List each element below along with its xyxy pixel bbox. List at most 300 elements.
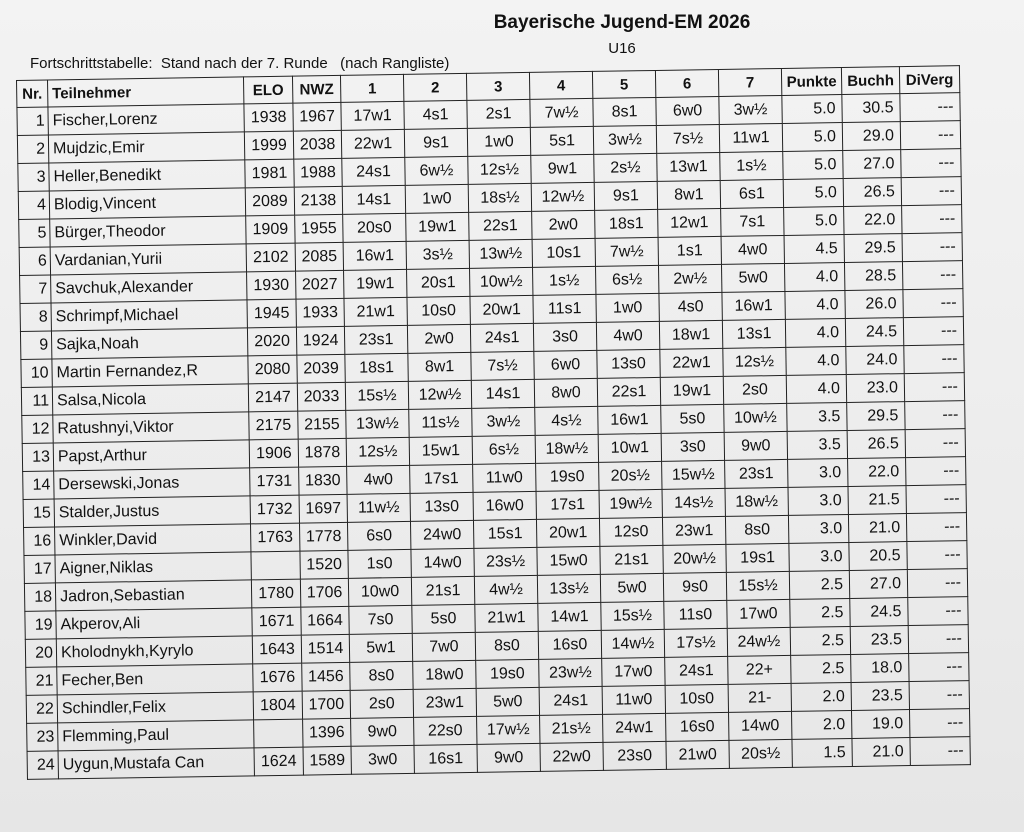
elo-cell [254, 719, 303, 748]
round-5-result-cell: 3w½ [593, 125, 656, 154]
round-1-result-cell: 13w½ [346, 409, 409, 438]
points-cell: 2.5 [790, 626, 850, 655]
round-1-result-cell: 22w1 [341, 129, 404, 158]
table-body [17, 93, 970, 780]
round-7-result-cell: 20s½ [729, 739, 792, 768]
round-2-result-cell: 2w0 [407, 324, 470, 353]
rank-cell: 10 [21, 359, 52, 387]
col-header-round-1: 1 [340, 74, 403, 102]
round-1-result-cell: 4w0 [347, 465, 410, 494]
buchholz-cell: 23.5 [850, 626, 908, 655]
participant-name-cell: Bürger,Theodor [50, 216, 246, 247]
diverg-cell: --- [902, 233, 962, 262]
diverg-cell: --- [903, 289, 963, 318]
rank-cell: 7 [20, 275, 51, 303]
round-3-result-cell: 12s½ [468, 155, 531, 184]
nwz-cell: 1514 [301, 634, 349, 663]
round-6-result-cell: 21w0 [666, 740, 729, 769]
elo-cell: 1671 [252, 607, 301, 636]
diverg-cell: --- [909, 681, 969, 710]
round-3-result-cell: 3w½ [472, 407, 535, 436]
round-3-result-cell: 10w½ [470, 267, 533, 296]
buchholz-cell: 26.0 [845, 290, 903, 319]
rank-cell: 12 [22, 415, 53, 443]
round-5-result-cell: 23s0 [603, 741, 666, 770]
round-6-result-cell: 10s0 [665, 684, 728, 713]
diverg-cell: --- [909, 709, 969, 738]
elo-cell: 1780 [251, 579, 300, 608]
progress-table-wrapper [16, 65, 962, 780]
points-cell: 4.5 [784, 235, 844, 264]
round-2-result-cell: 4s1 [404, 100, 467, 129]
elo-cell: 2102 [246, 243, 295, 272]
round-7-result-cell: 13s1 [722, 319, 785, 348]
round-2-result-cell: 20s1 [407, 268, 470, 297]
round-6-result-cell: 2w½ [658, 264, 721, 293]
nwz-cell: 2027 [296, 270, 344, 299]
diverg-cell: --- [906, 485, 966, 514]
elo-cell: 2089 [245, 187, 294, 216]
round-1-result-cell: 16w1 [343, 241, 406, 270]
rank-cell: 16 [24, 527, 55, 555]
round-4-result-cell: 23w½ [539, 658, 602, 687]
elo-cell: 1731 [250, 467, 299, 496]
nwz-cell: 2038 [293, 130, 341, 159]
round-4-result-cell: 22w0 [540, 742, 603, 771]
elo-cell: 2147 [248, 383, 297, 412]
round-6-result-cell: 6w0 [656, 96, 719, 125]
buchholz-cell: 21.0 [848, 514, 906, 543]
nwz-cell: 2039 [297, 354, 345, 383]
round-2-result-cell: 1w0 [405, 184, 468, 213]
elo-cell: 1999 [244, 131, 293, 160]
round-7-result-cell: 19s1 [726, 543, 789, 572]
participant-name-cell: Stalder,Justus [54, 496, 250, 527]
round-2-result-cell: 3s½ [406, 240, 469, 269]
nwz-cell: 1700 [302, 690, 350, 719]
elo-cell: 1909 [246, 215, 295, 244]
elo-cell: 1804 [253, 691, 302, 720]
round-5-result-cell: 10w1 [598, 433, 661, 462]
diverg-cell: --- [904, 345, 964, 374]
round-4-result-cell: 18w½ [535, 434, 598, 463]
elo-cell: 2020 [247, 327, 296, 356]
round-5-result-cell: 1w0 [596, 293, 659, 322]
diverg-cell: --- [902, 205, 962, 234]
round-5-result-cell: 22s1 [597, 377, 660, 406]
round-4-result-cell: 5s1 [530, 126, 593, 155]
round-1-result-cell: 21w1 [344, 297, 407, 326]
round-2-result-cell: 17s1 [410, 464, 473, 493]
round-1-result-cell: 23s1 [344, 325, 407, 354]
round-1-result-cell: 12s½ [346, 437, 409, 466]
round-4-result-cell: 8w0 [534, 378, 597, 407]
round-5-result-cell: 5w0 [600, 573, 663, 602]
buchholz-cell: 23.5 [851, 682, 909, 711]
round-2-result-cell: 24w0 [410, 520, 473, 549]
diverg-cell: --- [900, 121, 960, 150]
points-cell: 5.0 [782, 123, 842, 152]
round-2-result-cell: 12w½ [408, 380, 471, 409]
diverg-cell: --- [905, 401, 965, 430]
buchholz-cell: 29.0 [842, 122, 900, 151]
round-7-result-cell: 22+ [728, 655, 791, 684]
points-cell: 3.0 [788, 514, 848, 543]
round-7-result-cell: 17w0 [727, 599, 790, 628]
round-4-result-cell: 21s½ [540, 714, 603, 743]
round-5-result-cell: 17w0 [602, 657, 665, 686]
points-cell: 3.0 [789, 542, 849, 571]
round-2-result-cell: 15w1 [409, 436, 472, 465]
round-4-result-cell: 16s0 [538, 630, 601, 659]
nwz-cell: 1924 [296, 326, 344, 355]
round-4-result-cell: 19s0 [536, 462, 599, 491]
round-6-result-cell: 1s1 [658, 236, 721, 265]
round-2-result-cell: 10s0 [407, 296, 470, 325]
round-6-result-cell: 3s0 [661, 432, 724, 461]
rank-cell: 23 [27, 723, 58, 751]
rank-cell: 6 [19, 247, 50, 275]
round-2-result-cell: 13s0 [410, 492, 473, 521]
points-cell: 1.5 [792, 738, 852, 767]
round-7-result-cell: 21- [728, 683, 791, 712]
rank-cell: 15 [23, 499, 54, 527]
rank-cell: 22 [26, 695, 57, 723]
progress-table [16, 65, 971, 780]
round-1-result-cell: 17w1 [341, 101, 404, 130]
round-6-result-cell: 5s0 [661, 404, 724, 433]
col-header-buchholz: Buchh [841, 67, 899, 95]
nwz-cell: 1456 [302, 662, 350, 691]
round-5-result-cell: 20s½ [599, 461, 662, 490]
table-caption: Fortschrittstabelle: Stand nach der 7. Runde (nach Rangliste) [30, 55, 450, 72]
nwz-cell: 1933 [296, 298, 344, 327]
round-4-result-cell: 9w1 [531, 154, 594, 183]
round-4-result-cell: 11s1 [533, 294, 596, 323]
round-4-result-cell: 17s1 [536, 490, 599, 519]
nwz-cell: 1664 [301, 606, 349, 635]
rank-cell: 17 [24, 555, 55, 583]
col-header-round-3: 3 [466, 72, 529, 100]
col-header-elo: ELO [243, 76, 292, 104]
diverg-cell: --- [910, 737, 970, 766]
round-2-result-cell: 6w½ [405, 156, 468, 185]
nwz-cell: 1967 [293, 102, 341, 131]
elo-cell: 1945 [247, 299, 296, 328]
rank-cell: 13 [22, 443, 53, 471]
round-5-result-cell: 7w½ [595, 237, 658, 266]
diverg-cell: --- [900, 93, 960, 122]
nwz-cell: 2033 [297, 382, 345, 411]
diverg-cell: --- [905, 429, 965, 458]
round-5-result-cell: 13s0 [597, 349, 660, 378]
participant-name-cell: Vardanian,Yurii [50, 244, 246, 275]
round-5-result-cell: 11w0 [602, 685, 665, 714]
round-4-result-cell: 4s½ [535, 406, 598, 435]
rank-cell: 20 [25, 639, 56, 667]
elo-cell: 1624 [254, 747, 303, 776]
round-6-result-cell: 18w1 [659, 320, 722, 349]
buchholz-cell: 22.0 [844, 206, 902, 235]
round-7-result-cell: 1s½ [720, 151, 783, 180]
round-3-result-cell: 22s1 [469, 211, 532, 240]
round-4-result-cell: 6w0 [534, 350, 597, 379]
rank-cell: 2 [17, 135, 48, 163]
round-5-result-cell: 4w0 [596, 321, 659, 350]
round-3-result-cell: 5w0 [476, 687, 539, 716]
elo-cell [251, 551, 300, 580]
rank-cell: 14 [23, 471, 54, 499]
round-7-result-cell: 16w1 [722, 291, 785, 320]
participant-name-cell: Martin Fernandez,R [52, 356, 248, 387]
rank-cell: 18 [24, 583, 55, 611]
nwz-cell: 1520 [300, 550, 348, 579]
col-header-round-6: 6 [655, 69, 718, 97]
round-5-result-cell: 12s0 [599, 517, 662, 546]
round-7-result-cell: 6s1 [720, 179, 783, 208]
nwz-cell: 1396 [303, 718, 351, 747]
buchholz-cell: 20.5 [849, 542, 907, 571]
round-7-result-cell: 14w0 [729, 711, 792, 740]
round-3-result-cell: 13w½ [469, 239, 532, 268]
round-7-result-cell: 8s0 [725, 515, 788, 544]
round-2-result-cell: 14w0 [411, 548, 474, 577]
round-4-result-cell: 15w0 [537, 546, 600, 575]
points-cell: 4.0 [786, 374, 846, 403]
buchholz-cell: 24.5 [850, 598, 908, 627]
points-cell: 3.0 [788, 458, 848, 487]
round-3-result-cell: 23s½ [474, 547, 537, 576]
buchholz-cell: 26.5 [847, 430, 905, 459]
points-cell: 4.0 [785, 319, 845, 348]
rank-cell: 3 [18, 163, 49, 191]
round-4-result-cell: 14w1 [538, 602, 601, 631]
diverg-cell: --- [906, 513, 966, 542]
nwz-cell: 1955 [295, 214, 343, 243]
round-2-result-cell: 9s1 [404, 128, 467, 157]
diverg-cell: --- [909, 653, 969, 682]
nwz-cell: 1778 [299, 522, 347, 551]
buchholz-cell: 27.0 [843, 150, 901, 179]
points-cell: 5.0 [782, 95, 842, 124]
participant-name-cell: Savchuk,Alexander [51, 272, 247, 303]
round-2-result-cell: 5s0 [412, 604, 475, 633]
points-cell: 2.5 [790, 598, 850, 627]
elo-cell: 1906 [249, 439, 298, 468]
round-1-result-cell: 8s0 [350, 661, 413, 690]
round-1-result-cell: 5w1 [349, 633, 412, 662]
round-3-result-cell: 9w0 [477, 743, 540, 772]
rank-cell: 1 [17, 107, 48, 135]
buchholz-cell: 30.5 [842, 94, 900, 123]
round-6-result-cell: 14s½ [662, 488, 725, 517]
round-5-result-cell: 2s½ [594, 153, 657, 182]
round-5-result-cell: 9s1 [594, 181, 657, 210]
participant-name-cell: Uygun,Mustafa Can [58, 748, 254, 779]
round-7-result-cell: 15s½ [726, 571, 789, 600]
elo-cell: 2080 [248, 355, 297, 384]
buchholz-cell: 19.0 [852, 710, 910, 739]
participant-name-cell: Fischer,Lorenz [48, 104, 244, 135]
nwz-cell: 2138 [294, 186, 342, 215]
points-cell: 5.0 [783, 179, 843, 208]
participant-name-cell: Winkler,David [55, 524, 251, 555]
round-6-result-cell: 8w1 [657, 180, 720, 209]
round-3-result-cell: 7s½ [471, 351, 534, 380]
points-cell: 4.0 [786, 346, 846, 375]
round-5-result-cell: 21s1 [600, 545, 663, 574]
buchholz-cell: 29.5 [847, 402, 905, 431]
rank-cell: 11 [21, 387, 52, 415]
participant-name-cell: Papst,Arthur [53, 440, 249, 471]
round-2-result-cell: 21s1 [411, 576, 474, 605]
col-header-round-5: 5 [592, 70, 655, 98]
age-group-subtitle: U16 [608, 40, 636, 57]
elo-cell: 1732 [250, 495, 299, 524]
diverg-cell: --- [904, 373, 964, 402]
round-5-result-cell: 24w1 [603, 713, 666, 742]
round-3-result-cell: 4w½ [474, 575, 537, 604]
col-header-participant: Teilnehmer [48, 77, 244, 107]
rank-cell: 19 [25, 611, 56, 639]
round-6-result-cell: 17s½ [664, 628, 727, 657]
points-cell: 4.0 [785, 291, 845, 320]
round-7-result-cell: 23s1 [725, 459, 788, 488]
points-cell: 3.0 [788, 486, 848, 515]
round-6-result-cell: 9s0 [663, 572, 726, 601]
nwz-cell: 1830 [299, 466, 347, 495]
participant-name-cell: Flemming,Paul [58, 720, 254, 751]
buchholz-cell: 21.5 [848, 486, 906, 515]
participant-name-cell: Schindler,Felix [57, 692, 253, 723]
round-6-result-cell: 11s0 [664, 600, 727, 629]
points-cell: 3.5 [787, 430, 847, 459]
elo-cell: 1676 [253, 663, 302, 692]
buchholz-cell: 29.5 [844, 234, 902, 263]
round-1-result-cell: 6s0 [347, 521, 410, 550]
round-7-result-cell: 10w½ [724, 403, 787, 432]
buchholz-cell: 23.0 [846, 374, 904, 403]
round-3-result-cell: 6s½ [472, 435, 535, 464]
round-6-result-cell: 4s0 [659, 292, 722, 321]
points-cell: 2.5 [789, 570, 849, 599]
round-7-result-cell: 2s0 [723, 375, 786, 404]
nwz-cell: 2155 [298, 410, 346, 439]
participant-name-cell: Salsa,Nicola [52, 384, 248, 415]
diverg-cell: --- [902, 261, 962, 290]
participant-name-cell: Kholodnykh,Kyrylo [56, 636, 252, 667]
round-3-result-cell: 14s1 [471, 379, 534, 408]
round-1-result-cell: 2s0 [350, 689, 413, 718]
nwz-cell: 2085 [295, 242, 343, 271]
participant-name-cell: Mujdzic,Emir [48, 132, 244, 163]
document-title: Bayerische Jugend-EM 2026 [493, 12, 751, 33]
round-7-result-cell: 5w0 [721, 263, 784, 292]
elo-cell: 1930 [247, 271, 296, 300]
diverg-cell: --- [901, 149, 961, 178]
rank-cell: 9 [20, 331, 51, 359]
points-cell: 2.0 [791, 682, 851, 711]
round-2-result-cell: 7w0 [412, 632, 475, 661]
col-header-nwz: NWZ [292, 75, 340, 103]
participant-name-cell: Fecher,Ben [57, 664, 253, 695]
round-1-result-cell: 10w0 [348, 577, 411, 606]
buchholz-cell: 24.0 [846, 346, 904, 375]
diverg-cell: --- [907, 569, 967, 598]
col-header-round-4: 4 [529, 71, 592, 99]
diverg-cell: --- [903, 317, 963, 346]
round-6-result-cell: 24s1 [665, 656, 728, 685]
round-5-result-cell: 19w½ [599, 489, 662, 518]
diverg-cell: --- [908, 597, 968, 626]
round-2-result-cell: 23w1 [413, 688, 476, 717]
round-5-result-cell: 8s1 [593, 97, 656, 126]
participant-name-cell: Heller,Benedikt [49, 160, 245, 191]
round-1-result-cell: 14s1 [342, 185, 405, 214]
round-7-result-cell: 7s1 [721, 207, 784, 236]
round-3-result-cell: 2s1 [467, 99, 530, 128]
col-header-round-2: 2 [403, 73, 466, 101]
points-cell: 5.0 [783, 151, 843, 180]
round-5-result-cell: 15s½ [601, 601, 664, 630]
col-header-round-7: 7 [718, 68, 781, 96]
elo-cell: 1763 [251, 523, 300, 552]
points-cell: 5.0 [784, 207, 844, 236]
round-1-result-cell: 11w½ [347, 493, 410, 522]
participant-name-cell: Blodig,Vincent [49, 188, 245, 219]
elo-cell: 2175 [249, 411, 298, 440]
round-6-result-cell: 20w½ [663, 544, 726, 573]
round-3-result-cell: 8s0 [475, 631, 538, 660]
round-3-result-cell: 19s0 [476, 659, 539, 688]
participant-name-cell: Sajka,Noah [51, 328, 247, 359]
round-3-result-cell: 21w1 [475, 603, 538, 632]
buchholz-cell: 28.5 [844, 262, 902, 291]
round-3-result-cell: 24s1 [470, 323, 533, 352]
nwz-cell: 1589 [303, 746, 351, 775]
round-3-result-cell: 20w1 [470, 295, 533, 324]
elo-cell: 1938 [244, 103, 293, 132]
round-1-result-cell: 24s1 [342, 157, 405, 186]
round-3-result-cell: 17w½ [477, 715, 540, 744]
elo-cell: 1981 [245, 159, 294, 188]
round-4-result-cell: 2w0 [532, 210, 595, 239]
buchholz-cell: 26.5 [843, 178, 901, 207]
round-6-result-cell: 16s0 [666, 712, 729, 741]
round-1-result-cell: 7s0 [349, 605, 412, 634]
points-cell: 2.0 [792, 710, 852, 739]
round-6-result-cell: 19w1 [660, 376, 723, 405]
round-4-result-cell: 13s½ [537, 574, 600, 603]
round-4-result-cell: 1s½ [533, 266, 596, 295]
round-3-result-cell: 11w0 [473, 463, 536, 492]
round-7-result-cell: 18w½ [725, 487, 788, 516]
rank-cell: 8 [20, 303, 51, 331]
participant-name-cell: Schrimpf,Michael [51, 300, 247, 331]
round-3-result-cell: 18s½ [468, 183, 531, 212]
round-2-result-cell: 18w0 [413, 660, 476, 689]
round-2-result-cell: 11s½ [409, 408, 472, 437]
points-cell: 4.0 [784, 263, 844, 292]
round-7-result-cell: 12s½ [723, 347, 786, 376]
participant-name-cell: Dersewski,Jonas [54, 468, 250, 499]
round-6-result-cell: 22w1 [660, 348, 723, 377]
buchholz-cell: 21.0 [852, 738, 910, 767]
round-1-result-cell: 18s1 [345, 353, 408, 382]
diverg-cell: --- [907, 541, 967, 570]
round-4-result-cell: 7w½ [530, 98, 593, 127]
round-2-result-cell: 19w1 [406, 212, 469, 241]
